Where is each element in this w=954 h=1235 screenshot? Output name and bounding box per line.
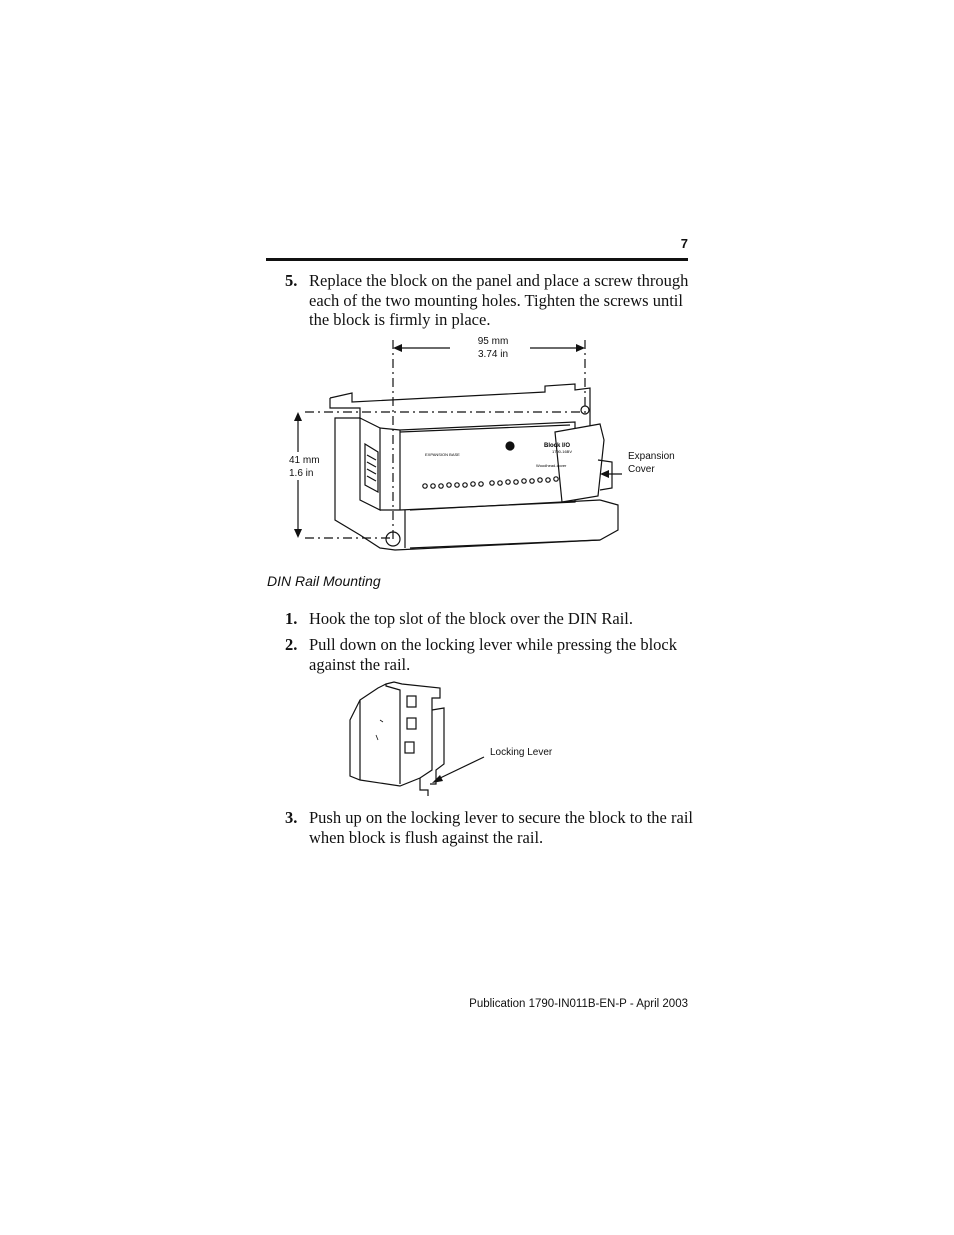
width-mm: 95 mm bbox=[477, 336, 509, 347]
expansion-cover-line2: Cover bbox=[628, 464, 655, 475]
page-number: 7 bbox=[680, 236, 688, 251]
device-model: 1790-16BV bbox=[552, 449, 573, 454]
step-1-text: Hook the top slot of the block over the DIN Rail. bbox=[309, 609, 633, 628]
step-3-text: Push up on the locking lever to secure the block to the rail when block is flush against the rail. bbox=[309, 808, 693, 847]
height-mm: 41 mm bbox=[289, 455, 320, 466]
step-1-number: 1. bbox=[285, 609, 298, 628]
expansion-cover-line1: Expansion bbox=[628, 451, 675, 462]
slot-bottom bbox=[405, 742, 414, 753]
width-in: 3.74 in bbox=[477, 349, 509, 360]
section-heading: DIN Rail Mounting bbox=[267, 573, 381, 589]
step-2-number: 2. bbox=[285, 635, 298, 654]
slot-top bbox=[407, 696, 416, 707]
publication-footer: Publication 1790-IN011B-EN-P - April 2003 bbox=[469, 998, 688, 1010]
step-2-text: Pull down on the locking lever while pressing the block against the rail. bbox=[309, 635, 677, 674]
locking-lever-label: Locking Lever bbox=[490, 747, 553, 758]
device-left-text: EXPANSION BASE bbox=[425, 452, 460, 457]
lever-callout-line bbox=[436, 757, 484, 780]
block-side-outline bbox=[350, 682, 440, 786]
step-5-number: 5. bbox=[285, 271, 298, 290]
device-brand: Block I/O bbox=[544, 443, 571, 449]
lever-callout-arrowhead bbox=[432, 775, 443, 783]
slot-middle bbox=[407, 718, 416, 729]
locking-lever bbox=[420, 778, 428, 796]
step-3-number: 3. bbox=[285, 808, 298, 827]
height-in: 1.6 in bbox=[289, 468, 314, 479]
step-5-text: Replace the block on the panel and place a screw through each of the two mounting holes. Tighten the screws until the block is firmly in place. bbox=[309, 271, 689, 329]
device-right-text: Woodhead-cover bbox=[536, 463, 567, 468]
